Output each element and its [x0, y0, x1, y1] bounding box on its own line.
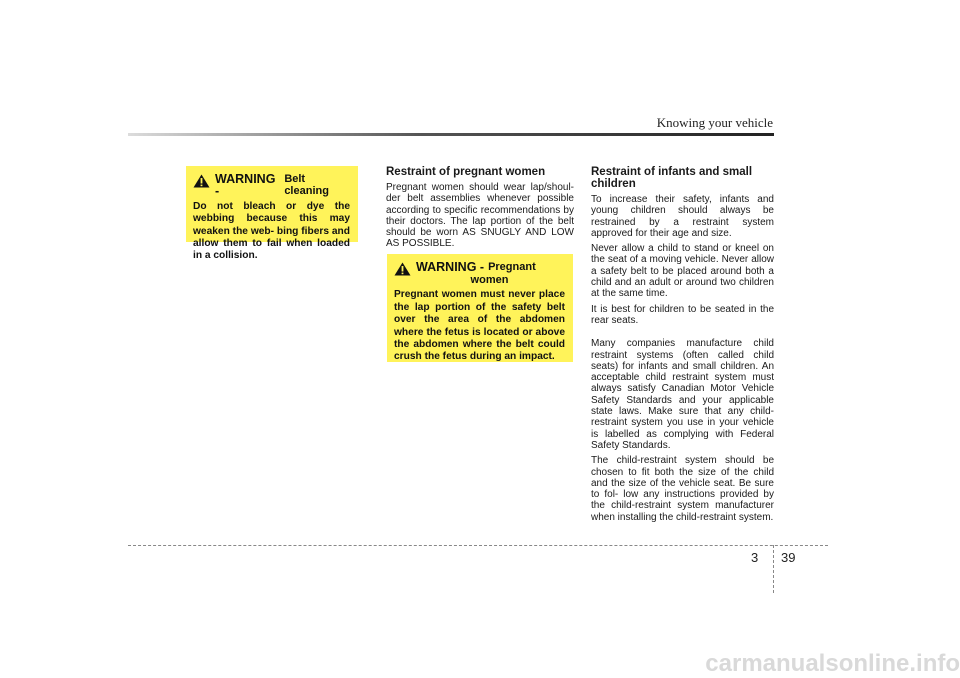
section-paragraph: The child-restraint system should be chosen to fit both the size of the child and the size of the vehicle seat. Be sure to fol- low any instructions provided by the child-restraint system manufacturer when installing the child-restraint system. — [591, 455, 774, 523]
warning-body: Pregnant women must never place the lap portion of the safety belt over the area of the abdomen where the fetus is located or above the abdomen where the belt could crush the fetus during an impact. — [394, 289, 565, 363]
warning-word: WARNING - — [215, 172, 276, 199]
section-paragraph: It is best for children to be seated in the rear seats. — [591, 303, 774, 326]
warning-box-pregnant-women — [387, 254, 573, 362]
warning-word: WARNING - — [416, 260, 485, 274]
warning-triangle-icon — [193, 174, 210, 188]
section-paragraph: Never allow a child to stand or kneel on the seat of a moving vehicle. Never allow a safety belt to be placed around both a child and an adult or around two children at the same time. — [591, 243, 774, 300]
header-rule — [128, 133, 774, 136]
header-title: Knowing your vehicle — [656, 115, 773, 130]
section-heading: Restraint of infants and small children — [591, 166, 753, 190]
infants-section — [591, 166, 774, 527]
page-number: 39 — [781, 550, 796, 565]
footer-divider — [128, 545, 828, 546]
page-number-divider — [773, 545, 774, 593]
section-heading: Restraint of pregnant women — [386, 166, 546, 178]
section-paragraph: Many companies manufacture child restraint systems (often called child seats) for infants and small children. An acceptable child restraint system must always satisfy Canadian Motor Vehicle Safety Standards and your applicable state laws. Make sure that any child- restraint system you use in your vehicle is labelled as complying with Federal Safety Standards. — [591, 338, 774, 451]
section-paragraph: Pregnant women should wear lap/shoul- der belt assemblies whenever possible according to specific recommendations by their doctors. The lap portion of the belt should be worn AS SNUGLY AND LOW AS POSSIBLE. — [386, 182, 574, 250]
warning-subject-continued: women — [470, 274, 509, 286]
warning-box-belt-cleaning — [186, 166, 358, 262]
section-paragraph: To increase their safety, infants and young children should always be restrained by a restraint system approved for their age and size. — [591, 194, 774, 239]
pregnant-section — [386, 166, 574, 254]
watermark: carmanualsonline.info — [705, 650, 960, 677]
warning-subject: Belt cleaning — [284, 173, 329, 198]
chapter-number: 3 — [751, 550, 759, 565]
warning-subject: Pregnant — [488, 261, 536, 273]
warning-body: Do not bleach or dye the webbing because this may weaken the web- bing fibers and allow them to fail when loaded in a collision. — [193, 200, 350, 262]
